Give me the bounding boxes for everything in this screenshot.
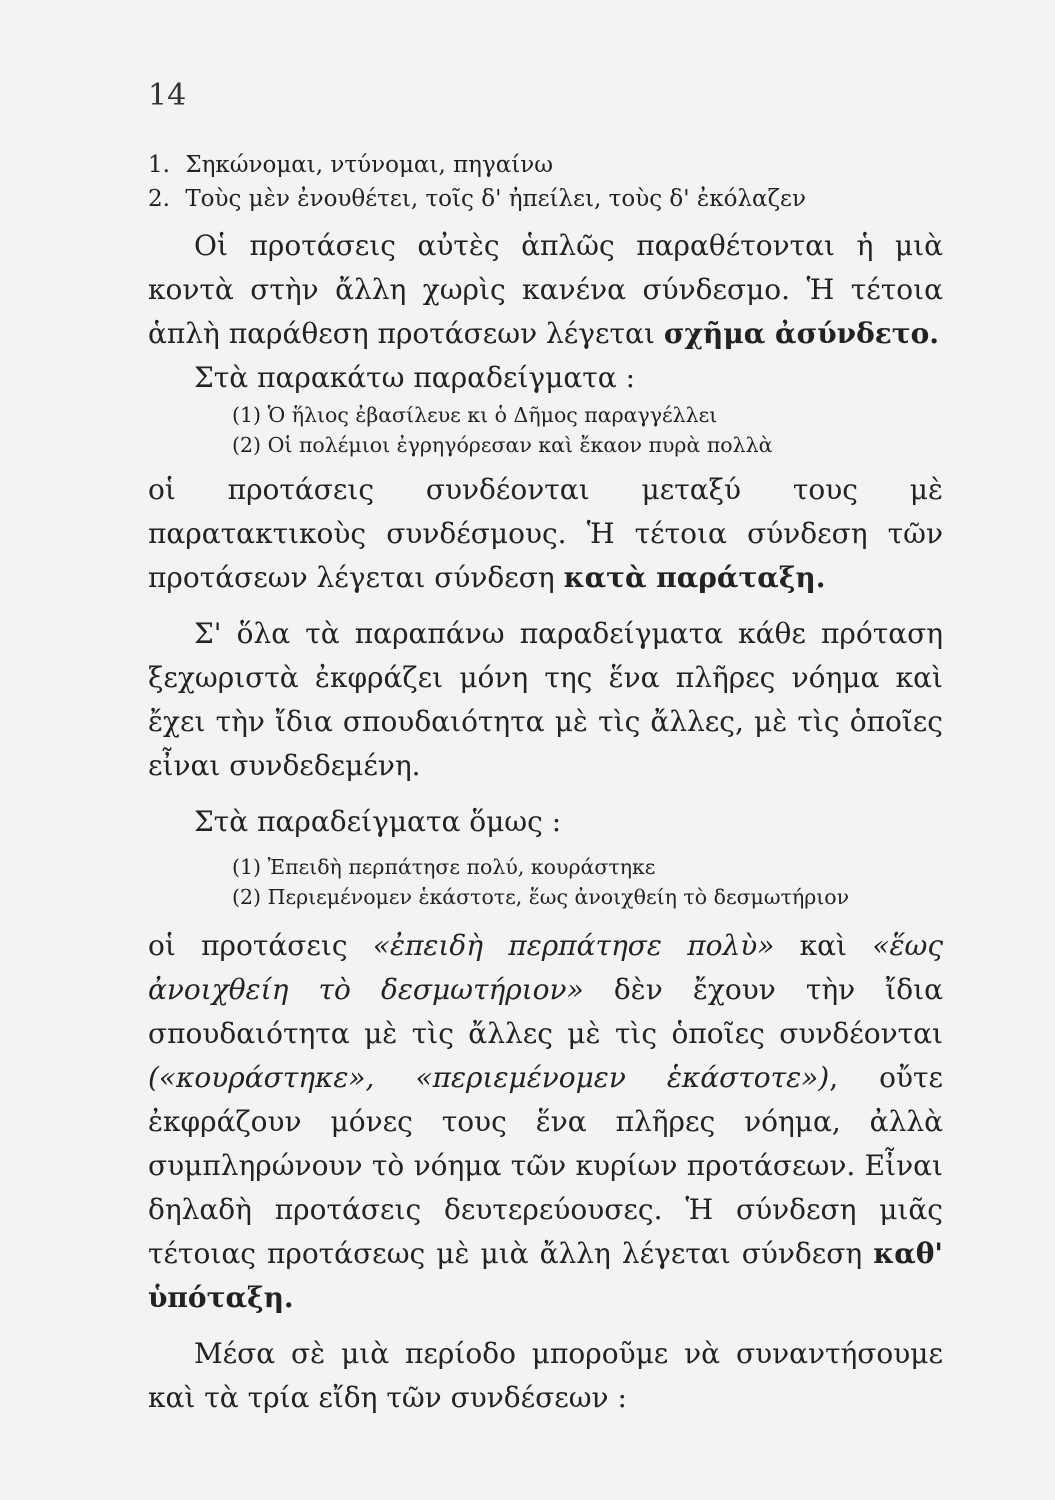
paragraph-parataxis: οἱ προτάσεις συνδέονται μεταξύ τους μὲ παρατακτικοὺς συνδέσμους. Ἡ τέτοια σύνδεση τῶν προτάσεων λέγεται σύνδεση κατὰ παράταξη. <box>148 473 943 594</box>
paragraph-three-kinds: Μέσα σὲ μιὰ περίοδο μποροῦμε νὰ συναντήσουμε καὶ τὰ τρία εἴδη τῶν συνδέσεων : <box>148 1337 943 1414</box>
list-text: Σηκώνομαι, ντύνομαι, πηγαίνω <box>185 152 553 178</box>
list-number: 1. <box>148 152 170 178</box>
term-hypotaxis: καθ' ὑπόταξη. <box>148 1237 943 1314</box>
list-item: (2) Οἱ πολέμιοι ἐγρηγόρεσαν καὶ ἔκαον πυρὰ πολλὰ <box>232 433 773 457</box>
examples-list-2 <box>148 852 943 912</box>
list-text: Τοὺς μὲν ἐνουθέτει, τοῖς δ' ἠπείλει, τοὺς δ' ἐκόλαζεν <box>185 186 806 212</box>
page-body <box>148 148 943 1420</box>
paragraph-equal-importance: Σ' ὅλα τὰ παραπάνω παραδείγματα κάθε πρόταση ξεχωριστὰ ἐκφράζει μόνη της ἕνα πλῆρες νόημα καὶ ἔχει τὴν ἴδια σπουδαιότητα μὲ τὶς ἄλλες, μὲ τὶς ὁποῖες εἶναι συνδεδεμένη. <box>148 617 943 782</box>
page-number: 14 <box>148 78 187 113</box>
quote-example-2: «ἕως ἀνοιχθείη τὸ δεσμωτήριον» <box>148 929 943 1006</box>
list-item: (1) Ἐπειδὴ περπάτησε πολύ, κουράστηκε <box>232 855 656 879</box>
quote-example-1: «ἐπειδὴ περπάτησε πολὺ» <box>372 929 775 962</box>
term-parataxis: κατὰ παράταξη. <box>563 561 826 594</box>
term-asyndeton: σχῆμα ἀσύνδετο. <box>663 317 940 350</box>
intro-examples-2: Στὰ παραδείγματα ὅμως : <box>194 805 562 838</box>
top-examples-list <box>148 148 943 216</box>
intro-examples-1: Στὰ παρακάτω παραδείγματα : <box>194 361 635 394</box>
list-item: (2) Περιεμένομεν ἑκάστοτε, ἕως ἀνοιχθείη τὸ δεσμωτήριον <box>232 885 850 909</box>
list-item <box>148 148 943 182</box>
paragraph-hypotaxis: οἱ προτάσεις «ἐπειδὴ περπάτησε πολὺ» καὶ «ἕως ἀνοιχθείη τὸ δεσμωτήριον» δὲν ἔχουν τὴν ἴδια σπουδαιότητα μὲ τὶς ἄλλες μὲ τὶς ὁποῖες συνδέονται («κουράστηκε», «περιεμένομεν ἑκάστοτε»), οὔτε ἐκφράζουν μόνες τους ἕνα πλῆρες νόημα, ἀλλὰ συμπληρώνουν τὸ νόημα τῶν κυρίων προτάσεων. Εἶναι δηλαδὴ προτάσεις δευτερεύουσες. Ἡ σύνδεση μιᾶς τέτοιας προτάσεως μὲ μιὰ ἄλλη λέγεται σύνδεση καθ' ὑπόταξη. <box>148 929 943 1314</box>
quote-main-clauses: («κουράστηκε», «περιεμένομεν ἑκάστοτε») <box>148 1061 830 1094</box>
list-item: (1) Ὁ ἥλιος ἐβασίλευε κι ὁ Δῆμος παραγγέλλει <box>232 403 718 427</box>
examples-list-1 <box>148 400 943 460</box>
list-item <box>148 182 943 216</box>
paragraph-asyndeton: Οἱ προτάσεις αὐτὲς ἁπλῶς παραθέτονται ἡ μιὰ κοντὰ στὴν ἄλλη χωρὶς κανένα σύνδεσμο. Ἡ τέτοια ἁπλὴ παράθεση προτάσεων λέγεται σχῆμα ἀσύνδετο. <box>148 229 943 350</box>
list-number: 2. <box>148 186 170 212</box>
